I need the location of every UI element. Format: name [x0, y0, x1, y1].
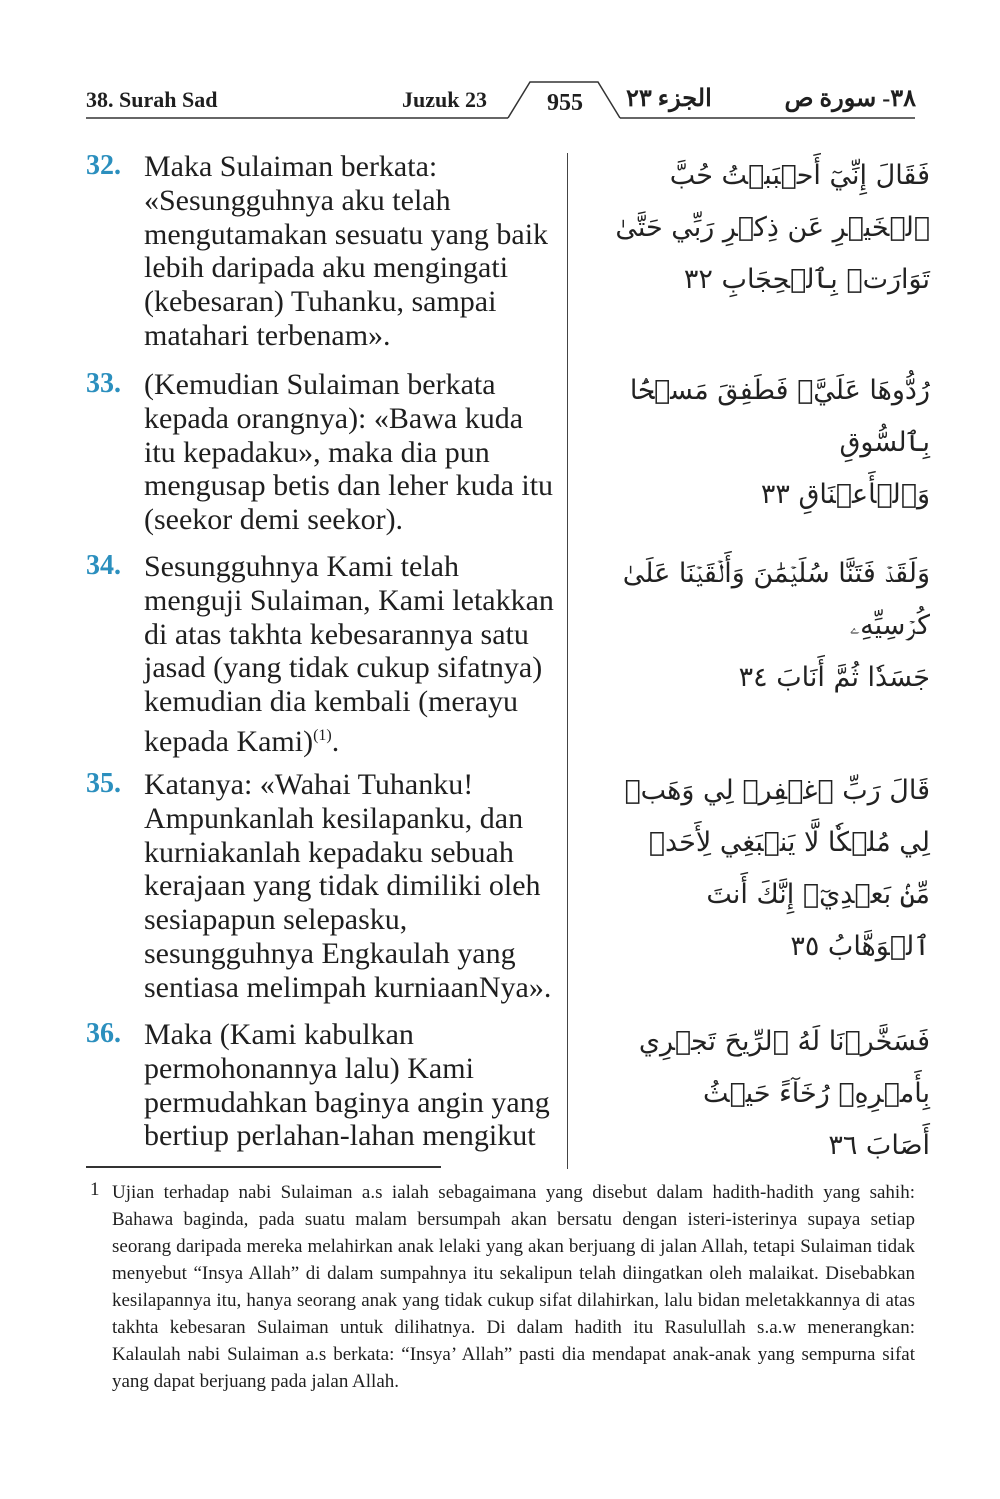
- verse-translation: (Kemudian Sulaiman berkata kepada orangnya): «Bawa kuda itu kepadaku», maka dia pun mengusap betis dan leher kuda itu (seekor demi seekor).: [144, 368, 554, 537]
- arabic-line: تَوَارَتۡ بِٱلۡحِجَابِ ٣٢: [683, 264, 930, 295]
- surah-title-ar: ٣٨- سورة ص: [784, 86, 916, 112]
- verse-end-punct: .: [331, 724, 340, 758]
- surah-title-en: 38. Surah Sad: [86, 87, 218, 112]
- juz-label-en: Juzuk 23: [402, 87, 487, 112]
- verse-translation: Maka (Kami kabulkan permohonannya lalu) Kami permudahkan baginya angin yang bertiup perlahan-lahan mengikut: [144, 1018, 550, 1153]
- verse-translation-text: Sesungguhnya Kami telah menguji Sulaiman, Kami letakkan di atas takhta kebesarannya satu jasad (yang tidak cukup sifatnya) kemudian dia kembali (merayu kepada Kami): [144, 550, 554, 758]
- footnote-text: Ujian terhadap nabi Sulaiman a.s ialah sebagaimana yang disebut dalam hadith-hadith yang sahih: Bahawa baginda, pada suatu malam bersumpah akan bersatu dengan isteri-isterinya supaya setiap seorang daripada mereka melahirkan anak lelaki yang akan berjuang di jalan Allah, tetapi Sulaiman tidak menyebut “Insya Allah” di dalam sumpahnya itu sekalipun telah diingatkan oleh malaikat. Disebabkan kesilapannya itu, hanya seorang anak yang tidak cukup sifat dilahirkan, lalu bidan meletakkannya di atas takhta kebesaran Sulaiman untuk dilihatnya. Di dalam hadith itu Rasulullah s.a.w menerangkan: Kalaulah nabi Sulaiman a.s berkata: “Insya’ Allah” pasti dia mendapat anak-anak yang sempurna sifat yang dapat berjuang pada jalan Allah.: [112, 1182, 915, 1392]
- arabic-line: مِّنۢ بَعۡدِيٓۖ إِنَّكَ أَنتَ ٱلۡوَهَّابُ ٣٥: [706, 879, 930, 962]
- arabic-line: قَالَ رَبِّ ٱغۡفِرۡ لِي وَهَبۡ لِي مُلۡكٗا لَّا يَنۢبَغِي لِأَحَدٖ: [624, 775, 930, 858]
- verse-number: 33.: [86, 368, 121, 399]
- page-header: [0, 0, 1000, 130]
- verse-number: 32.: [86, 150, 121, 181]
- arabic-line: رُدُّوهَا عَلَيَّۖ فَطَفِقَ مَسۡحَۢا بِٱلسُّوقِ: [629, 375, 930, 458]
- footnote-number: 1: [90, 1179, 100, 1200]
- arabic-line: وَلَقَدۡ فَتَنَّا سُلَيۡمَٰنَ وَأَلۡقَيۡنَا عَلَىٰ كُرۡسِيِّهِۦ: [622, 558, 930, 641]
- arabic-line: وَٱلۡأَعۡنَاقِ ٣٣: [760, 479, 930, 510]
- footnote-ref: (1): [313, 726, 332, 744]
- page-number: 955: [547, 90, 583, 116]
- verse-translation: Maka Sulaiman berkata: «Sesungguhnya aku telah mengutamakan sesuatu yang baik lebih daripada aku mengingati (kebesaran) Tuhanku, sampai matahari terbenam».: [144, 150, 549, 352]
- footnote-rule: [86, 1166, 441, 1168]
- column-divider: [567, 153, 568, 1169]
- verse-34-arabic: [600, 548, 930, 704]
- verse-number: 35.: [86, 768, 121, 799]
- verse-33-arabic: [600, 365, 930, 521]
- verse-36-arabic: [600, 1016, 930, 1172]
- juz-label-ar: الجزء ٢٣: [626, 86, 712, 112]
- arabic-line: جَسَدٗا ثُمَّ أَنَابَ ٣٤: [738, 662, 930, 693]
- verse-number: 36.: [86, 1018, 121, 1049]
- arabic-line: أَصَابَ ٣٦: [828, 1130, 930, 1161]
- verse-number: 34.: [86, 550, 121, 581]
- verse-translation: Katanya: «Wahai Tuhanku! Ampunkanlah kesilapanku, dan kurniakanlah kepadaku sebuah kerajaan yang tidak dimiliki oleh sesiapapun selepasku, sesungguhnya Engkaulah yang sentiasa melimpah kurniaanNya».: [144, 768, 552, 1004]
- verse-32-arabic: [600, 150, 930, 306]
- verse-35-arabic: [600, 765, 930, 973]
- arabic-line: فَسَخَّرۡنَا لَهُ ٱلرِّيحَ تَجۡرِي بِأَمۡرِهِۦ رُخَآءً حَيۡثُ: [638, 1026, 930, 1109]
- verse-translation: [144, 550, 558, 759]
- arabic-line: فَقَالَ إِنِّيٓ أَحۡبَبۡتُ حُبَّ ٱلۡخَيۡرِ عَن ذِكۡرِ رَبِّي حَتَّىٰ: [615, 160, 930, 243]
